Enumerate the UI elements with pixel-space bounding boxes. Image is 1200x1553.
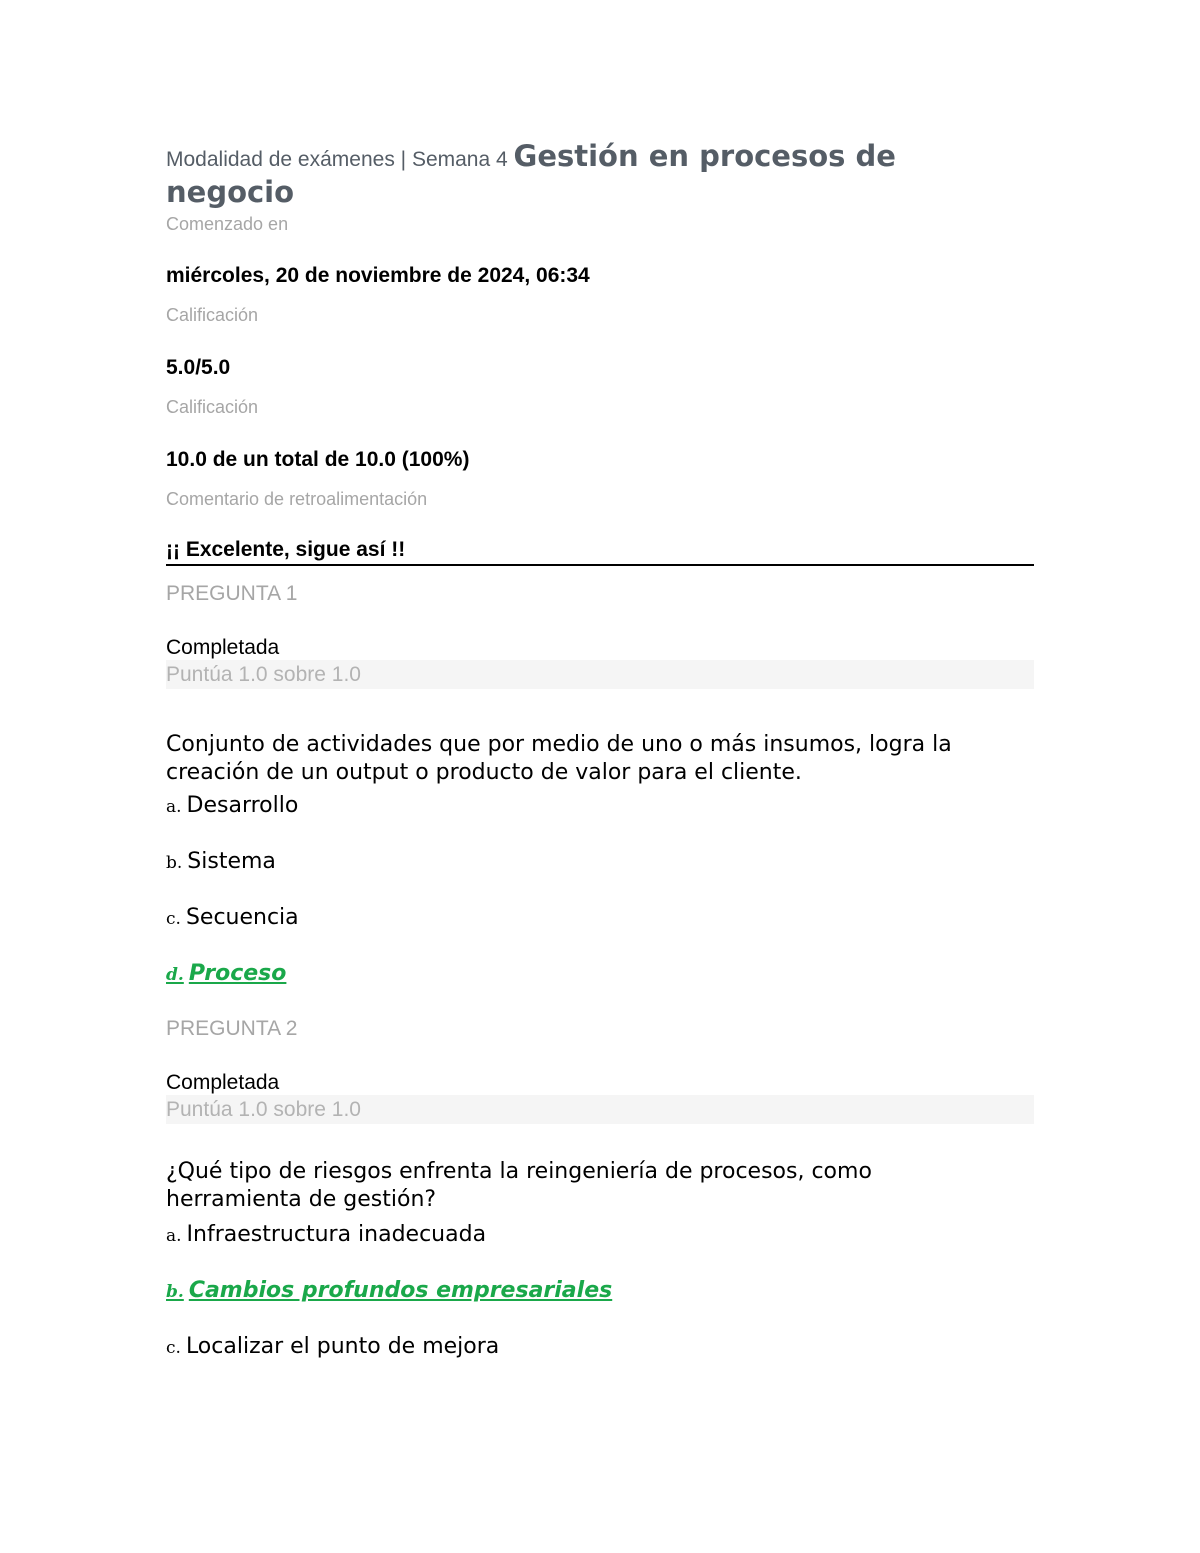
option-text: Localizar el punto de mejora xyxy=(185,1334,500,1359)
question-2-option-b-correct[interactable] xyxy=(166,1277,1034,1306)
grade-value: 5.0/5.0 xyxy=(166,356,231,379)
started-label: Comenzado en xyxy=(166,214,289,234)
feedback-value: ¡¡ Excelente, sigue así !! xyxy=(166,537,1034,566)
grade-label: Calificación xyxy=(166,305,259,325)
question-2-text: ¿Qué tipo de riesgos enfrenta la reingeniería de procesos, como herramienta de gestión? xyxy=(166,1159,872,1212)
question-2-header: PREGUNTA 2 xyxy=(166,1017,298,1040)
question-1-option-c[interactable] xyxy=(166,904,1034,933)
option-letter: b. xyxy=(166,853,183,873)
option-letter: a. xyxy=(166,1226,182,1246)
exam-mode-label: Modalidad de exámenes | Semana 4 xyxy=(166,148,514,171)
option-letter: c. xyxy=(166,909,181,929)
question-1-option-b[interactable] xyxy=(166,848,1034,877)
course-title: Gestión en procesos de xyxy=(513,139,896,173)
option-letter: b. xyxy=(166,1282,184,1302)
question-2-grade: Puntúa 1.0 sobre 1.0 xyxy=(166,1095,1034,1124)
feedback-label: Comentario de retroalimentación xyxy=(166,489,428,509)
option-letter: a. xyxy=(166,797,182,817)
question-1-option-a[interactable] xyxy=(166,792,1034,821)
question-1-grade: Puntúa 1.0 sobre 1.0 xyxy=(166,660,1034,689)
option-letter: c. xyxy=(166,1338,181,1358)
option-text: Sistema xyxy=(187,849,276,874)
option-text: Cambios profundos empresariales xyxy=(188,1278,613,1303)
question-2-option-a[interactable] xyxy=(166,1221,1034,1250)
grade-value-2: 10.0 de un total de 10.0 (100%) xyxy=(166,448,470,471)
question-2-state: Completada xyxy=(166,1071,280,1094)
option-text: Proceso xyxy=(188,961,287,986)
option-letter: d. xyxy=(166,965,184,985)
question-1-state: Completada xyxy=(166,636,280,659)
question-2-option-c[interactable] xyxy=(166,1333,1034,1362)
question-1-text: Conjunto de actividades que por medio de uno o más insumos, logra la creación de un output o producto de valor para el cliente. xyxy=(166,732,952,785)
question-1-option-d-correct[interactable] xyxy=(166,960,1034,989)
page-title-line-2 xyxy=(166,174,1034,216)
course-title-cont: negocio xyxy=(166,175,295,209)
option-text: Desarrollo xyxy=(186,793,299,818)
question-1-header: PREGUNTA 1 xyxy=(166,582,298,605)
option-text: Infraestructura inadecuada xyxy=(186,1222,487,1247)
grade-label-2: Calificación xyxy=(166,397,259,417)
started-value: miércoles, 20 de noviembre de 2024, 06:34 xyxy=(166,264,590,287)
option-text: Secuencia xyxy=(185,905,299,930)
